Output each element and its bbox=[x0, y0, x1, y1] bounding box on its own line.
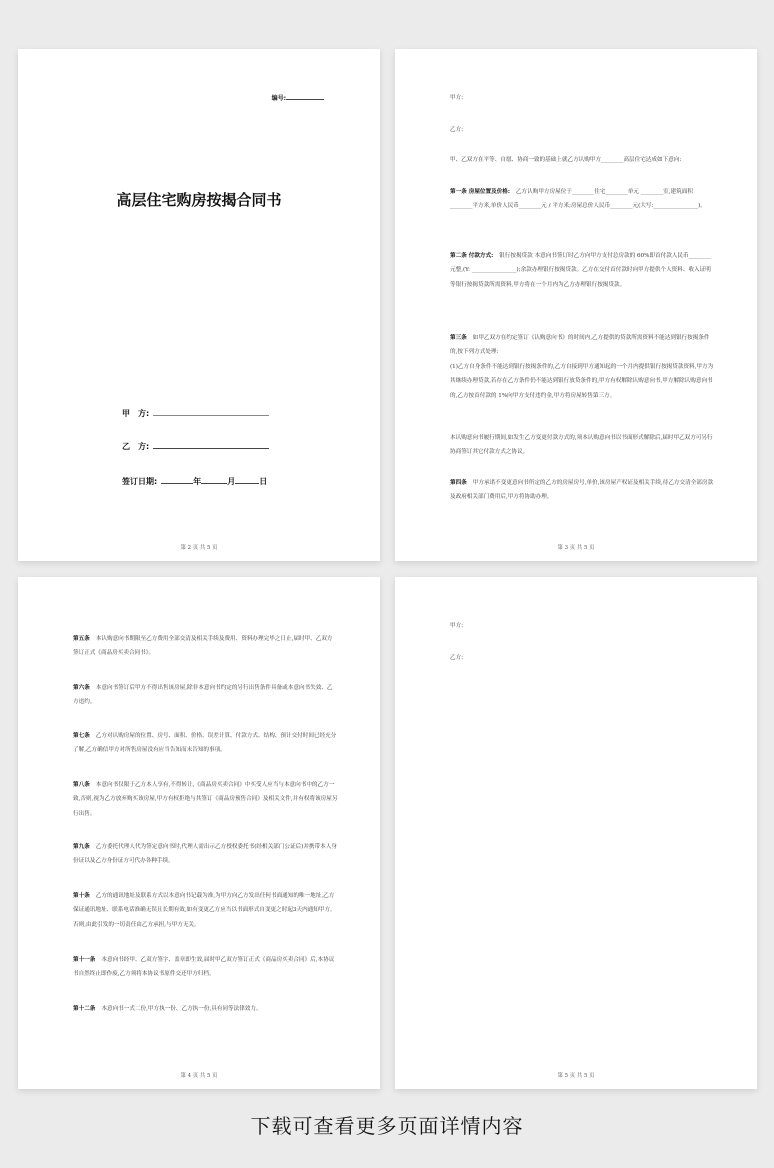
page-number: 第 4 页 共 5 页 bbox=[180, 1073, 218, 1079]
article-paragraph bbox=[73, 1002, 338, 1016]
article-text: 本认购意向书期限至乙方费用全部交清及相关手续及费用、资料办理完毕之日止,届时甲、乙双方签订正式《商品房买卖合同书》。 bbox=[73, 636, 333, 657]
article-1-text: 乙方认购甲方房屋位于________住宅________单元 ________室,建筑面积________平方米,单价人民币________元 / 平方米;房屋总价人民币________元(大写:________________)。 bbox=[450, 189, 706, 210]
contract-number-label: 编号: bbox=[271, 95, 286, 102]
article-paragraph bbox=[73, 681, 338, 710]
article-text: 本意向书仅限于乙方本人享有,不得转让,《商品房买卖合同》中买受人应当与本意向书中的乙方一致,否则,视为乙方放弃购买该房屋,甲方有权拒绝与其签订《商品房预售合同》及相关文件,并有权将该房屋另行出售。 bbox=[73, 782, 338, 817]
article-text: 乙方的通讯地址及联系方式以本意向书记载为准,为甲方向乙方发出任何书面通知的唯一地址,乙方保证通讯地址、联系电话准确无误且长期有效,如有变更乙方应当以书面形式自变更之时起3天内通知甲方。否则,由此引发的一切责任由乙方承担,与甲方无关。 bbox=[73, 893, 336, 928]
party-a-heading: 甲方: bbox=[450, 95, 464, 101]
contract-number-line bbox=[286, 99, 324, 100]
party-b-signature: 乙方: bbox=[450, 655, 464, 661]
article-title: 第八条 bbox=[73, 782, 90, 788]
contract-page-signature bbox=[395, 577, 757, 1089]
party-a-signature: 甲方: bbox=[450, 623, 464, 629]
page-number: 第 2 页 共 5 页 bbox=[180, 545, 218, 551]
article-3 bbox=[450, 331, 715, 360]
article-text: 本意向书经甲、乙双方签字、盖章即生效,届时甲乙双方签订正式《商品房买卖合同》后,本协议书自然终止即作废,乙方须将本协议书原件交还甲方归档。 bbox=[73, 957, 335, 978]
contract-page-cover bbox=[18, 49, 380, 561]
article-title: 第七条 bbox=[73, 733, 90, 739]
article-2-title: 第二条 付款方式: bbox=[450, 253, 494, 259]
party-b-heading: 乙方: bbox=[450, 127, 464, 133]
day-line bbox=[235, 483, 259, 484]
article-text: 本意向书签订后甲方不得出售该房屋,除非本意向书约定的另行出售条件具备或本意向书失效、乙方违约。 bbox=[73, 685, 333, 706]
page-number: 第 5 页 共 5 页 bbox=[557, 1073, 595, 1079]
article-title: 第六条 bbox=[73, 685, 90, 691]
download-more-banner[interactable]: 下载可查看更多页面详情内容 bbox=[250, 1114, 524, 1138]
article-title: 第十二条 bbox=[73, 1006, 96, 1012]
party-b-field bbox=[122, 441, 269, 452]
article-paragraph bbox=[73, 953, 338, 982]
article-text: 本意向书一式二份,甲方执一份、乙方执一份,具有同等法律效力。 bbox=[101, 1006, 262, 1012]
article-paragraph bbox=[73, 632, 338, 661]
article-4-text: 甲方承诺不变更意向书所定的乙方的房屋房号,单价,该房屋产权证及相关手续,待乙方交清全部房款及政府相关部门费用后,甲方将协助办理。 bbox=[450, 480, 714, 501]
article-title: 第五条 bbox=[73, 636, 90, 642]
year-label: 年 bbox=[193, 477, 202, 486]
party-a-label: 甲 方: bbox=[122, 409, 150, 418]
article-2-text: 银行按揭贷款 本意向书签订时乙方向甲方支付总房款的 60%即首付款人民币________元整,(Y: ________________);余款办理银行按揭贷款。乙方在交付首付款时向甲方提供个人资料、收入证明等银行按揭贷款所需资料,甲方将在一个月内为乙方办理银行按揭贷款。 bbox=[450, 253, 711, 288]
contract-page-terms-2 bbox=[18, 577, 380, 1089]
article-1-title: 第一条 房屋位置及价格: bbox=[450, 189, 510, 195]
party-b-line bbox=[153, 448, 269, 449]
year-line bbox=[161, 483, 193, 484]
article-text: 乙方委托代理人代为签定意向书时,代理人需出示乙方授权委托书(经相关部门公证后)并携带本人身份证以及乙方身份证方可代办各种手续。 bbox=[73, 844, 337, 865]
article-title: 第十一条 bbox=[73, 957, 96, 963]
month-label: 月 bbox=[227, 477, 236, 486]
article-3-item-2: 本认购意向书履行期间,如发生乙方变更付款方式的,须本认购意向书以书面形式解除后,届时甲乙双方可另行协商签订其它付款方式之协议。 bbox=[450, 435, 713, 456]
sign-date-label: 签订日期: bbox=[122, 477, 158, 486]
article-title: 第十条 bbox=[73, 893, 90, 899]
month-line bbox=[201, 483, 227, 484]
page-number: 第 3 页 共 5 页 bbox=[557, 545, 595, 551]
article-text: 乙方对认购房屋的位置、房号、面积、价格、误差计算、付款方式、结构、预计交付时间已经充分了解,乙方确信甲方对所售房屋没有应当告知而未告知的事项。 bbox=[73, 733, 337, 754]
article-2 bbox=[450, 249, 715, 292]
article-title: 第九条 bbox=[73, 844, 90, 850]
article-3-text: 如甲乙双方在约定签订《认购意向书》的时间内,乙方提供的贷款所需资料不能达到银行按揭条件的,按下列方式处理: bbox=[450, 335, 710, 356]
article-4 bbox=[450, 476, 715, 505]
article-1 bbox=[450, 185, 715, 214]
article-3-title: 第三条 bbox=[450, 335, 467, 341]
party-a-line bbox=[153, 415, 269, 416]
article-paragraph bbox=[73, 729, 338, 758]
article-paragraph bbox=[73, 778, 338, 821]
contract-page-terms-1 bbox=[395, 49, 757, 561]
day-label: 日 bbox=[259, 477, 268, 486]
article-3-item-1: (1)乙方自身条件不能达到银行按揭条件的,乙方自接到甲方通知起的一个月内提供银行按揭贷款资料,甲方为其继续办理贷款,若存在乙方条件仍不能达到银行放贷条件的,甲方有权解除认购意向书,甲方解除认购意向书的,乙方按首付款的 1%向甲方支付违约金,甲方将房屋转售第三方。 bbox=[450, 364, 714, 399]
party-a-field bbox=[122, 408, 269, 419]
contract-number bbox=[272, 93, 324, 102]
article-4-title: 第四条 bbox=[450, 480, 467, 486]
intro-paragraph: 甲、乙双方在平等、自愿、协商一致的基础上就乙方认购甲方________高层住宅达成如下意向: bbox=[450, 157, 682, 163]
article-paragraph bbox=[73, 889, 338, 932]
party-b-label: 乙 方: bbox=[122, 442, 150, 451]
sign-date-field bbox=[122, 476, 267, 487]
cover-title: 高层住宅购房按揭合同书 bbox=[116, 191, 282, 209]
article-paragraph bbox=[73, 840, 338, 869]
